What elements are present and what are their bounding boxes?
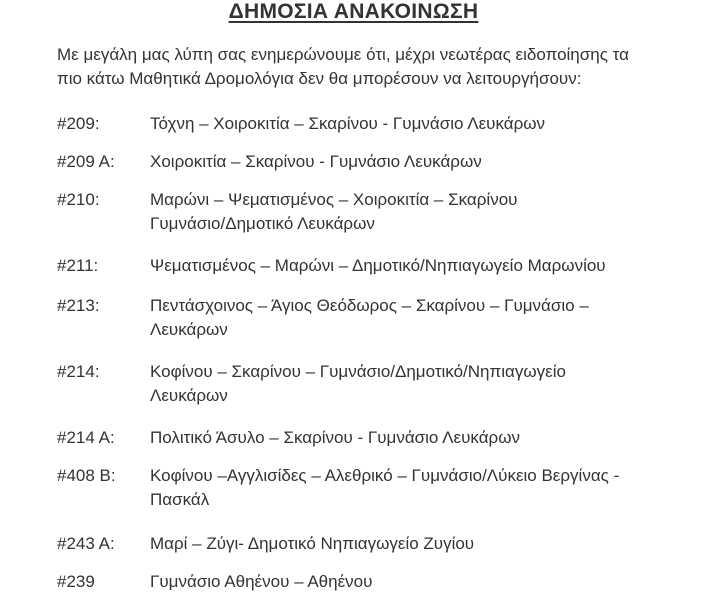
route-desc-line: Πεντάσχοινος – Άγιος Θεόδωρος – Σκαρίνου – Γυμνάσιο – — [150, 296, 589, 315]
route-code: #210: — [57, 190, 100, 209]
route-description — [150, 150, 670, 174]
route-code: #239 — [57, 572, 95, 591]
route-description — [150, 426, 670, 450]
route-desc-line: Ψεματισμένος – Μαρώνι – Δημοτικό/Νηπιαγωγείο Μαρωνίου — [150, 256, 606, 275]
route-desc-line: Πολιτικό Άσυλο – Σκαρίνου - Γυμνάσιο Λευκάρων — [150, 428, 520, 447]
announcement-title-text: ΔΗΜΟΣΙΑ ΑΝΑΚΟΙΝΩΣΗ — [228, 0, 479, 23]
route-desc-line: Τόχνη – Χοιροκιτία – Σκαρίνου - Γυμνάσιο Λευκάρων — [150, 114, 546, 133]
route-code: #209 Α: — [57, 152, 115, 171]
announcement-title — [0, 0, 707, 24]
route-desc-line: Λευκάρων — [150, 386, 228, 405]
route-description — [150, 254, 670, 278]
route-code: #209: — [57, 114, 100, 133]
route-code: #211: — [57, 256, 99, 275]
route-description — [150, 464, 670, 512]
route-description — [150, 360, 670, 408]
route-code: #214 Α: — [57, 428, 115, 447]
route-code: #213: — [57, 296, 100, 315]
route-desc-line: Γυμνάσιο Αθηένου – Αθηένου — [150, 572, 373, 591]
route-desc-line: Μαρί – Ζύγι- Δημοτικό Νηπιαγωγείο Ζυγίου — [150, 534, 475, 553]
route-code: #408 Β: — [57, 466, 116, 485]
route-desc-line: Χοιροκιτία – Σκαρίνου - Γυμνάσιο Λευκάρων — [150, 152, 482, 171]
route-desc-line: Γυμνάσιο/Δημοτικό Λευκάρων — [150, 214, 375, 233]
route-description — [150, 112, 670, 136]
route-code: #214: — [57, 362, 100, 381]
route-code: #243 Α: — [57, 534, 115, 553]
route-description — [150, 532, 670, 556]
route-desc-line: Πασκάλ — [150, 490, 210, 509]
route-description — [150, 294, 670, 342]
route-description — [150, 570, 670, 594]
route-description — [150, 188, 670, 236]
route-desc-line: Λευκάρων — [150, 320, 228, 339]
intro-paragraph — [57, 43, 697, 91]
route-desc-line: Κοφίνου – Σκαρίνου – Γυμνάσιο/Δημοτικό/Νηπιαγωγείο — [150, 362, 566, 381]
route-desc-line: Μαρώνι – Ψεματισμένος – Χοιροκιτία – Σκαρίνου — [150, 190, 518, 209]
route-desc-line: Κοφίνου –Αγγλισίδες – Αλεθρικό – Γυμνάσιο/Λύκειο Βεργίνας - — [150, 466, 620, 485]
intro-line-2: πιο κάτω Μαθητικά Δρομολόγια δεν θα μπορέσουν να λειτουργήσουν: — [57, 69, 582, 88]
intro-line-1: Με μεγάλη μας λύπη σας ενημερώνουμε ότι, μέχρι νεωτέρας ειδοποίησης τα — [57, 45, 629, 64]
